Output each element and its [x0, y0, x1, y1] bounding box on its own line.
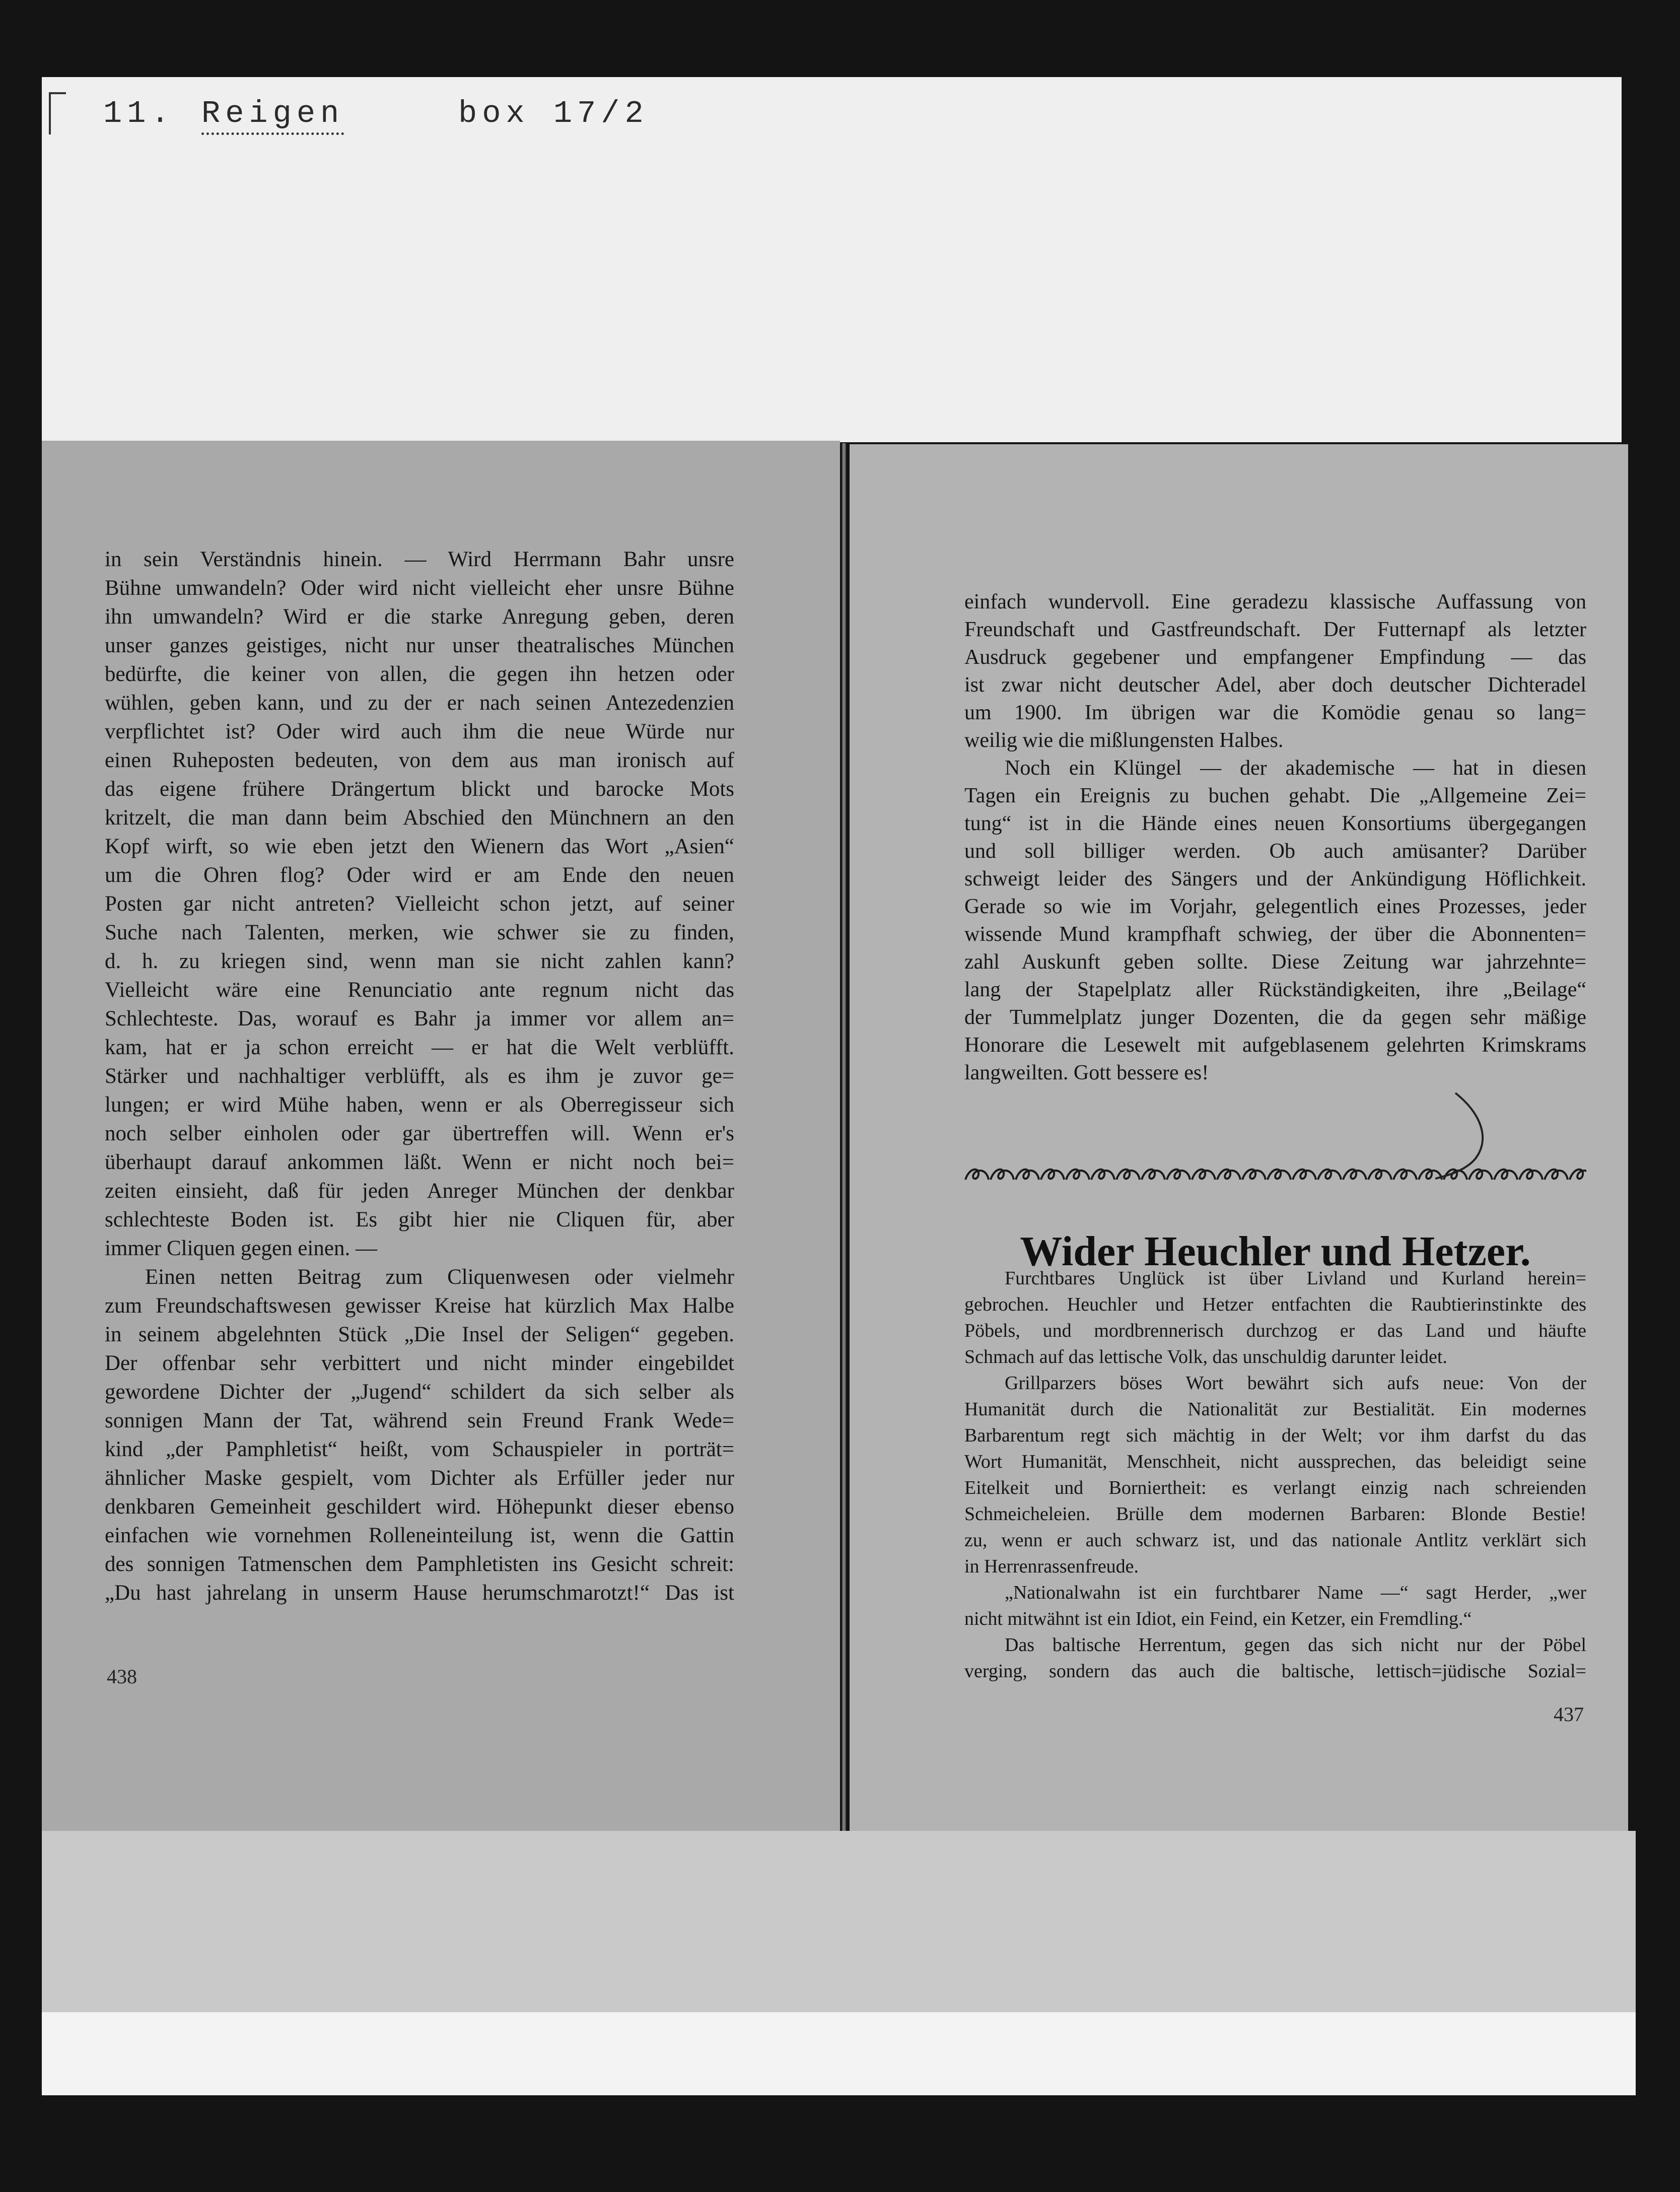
- text-line: denkbaren Gemeinheit geschildert wird. Höhepunkt dieser ebenso: [105, 1495, 734, 1519]
- text-line: Posten gar nicht antreten? Vielleicht schon jetzt, auf seiner: [105, 892, 734, 916]
- text-line: Das baltische Herrentum, gegen das sich nicht nur der Pöbel: [1005, 1634, 1586, 1656]
- text-line: zu, wenn er auch schwarz ist, und das nationale Antlitz verklärt sich: [964, 1530, 1586, 1551]
- text-line: ähnlicher Maske gespielt, vom Dichter als Erfüller jeder nur: [105, 1466, 734, 1490]
- text-line: schlechteste Boden ist. Es gibt hier nie Cliquen für, aber: [105, 1208, 734, 1231]
- text-line: einfach wundervoll. Eine geradezu klassische Auffassung von: [964, 590, 1586, 613]
- text-line: ist zwar nicht deutscher Adel, aber doch deutscher Dichteradel: [964, 673, 1586, 697]
- text-line: Honorare die Lesewelt mit aufgeblasenem gelehrten Krimskrams: [964, 1034, 1586, 1057]
- text-line: gewordene Dichter der „Jugend“ schildert da sich selber als: [105, 1380, 734, 1404]
- text-line: kind „der Pamphletist“ heißt, vom Schauspieler in porträt=: [105, 1437, 734, 1461]
- text-line: Stärker und nachhaltiger verblüfft, als es ihm je zuvor ge=: [105, 1064, 734, 1088]
- text-line: verpflichtet ist? Oder wird auch ihm die neue Würde nur: [105, 720, 734, 743]
- text-line: schweigt leider des Sängers und der Ankündigung Höflichkeit.: [964, 867, 1586, 890]
- text-line: und soll billiger werden. Ob auch amüsanter? Darüber: [964, 840, 1586, 863]
- text-line: Ausdruck gegebener und empfangener Empfindung — das: [964, 646, 1586, 669]
- text-line: überhaupt darauf ankommen läßt. Wenn er nicht noch bei=: [105, 1150, 734, 1174]
- article-title: Wider Heuchler und Hetzer.: [1020, 1228, 1531, 1275]
- text-line: bedürfte, die keiner von allen, die gegen ihn hetzen oder: [105, 662, 734, 686]
- text-line: um die Ohren flog? Oder wird er am Ende den neuen: [105, 863, 734, 887]
- text-line: Einen netten Beitrag zum Cliquenwesen oder vielmehr: [145, 1265, 734, 1289]
- text-line: weilig wie die mißlungensten Halbes.: [964, 729, 1284, 752]
- text-line: Freundschaft und Gastfreundschaft. Der Futternapf als letzter: [964, 618, 1586, 641]
- page-number-left: 438: [107, 1665, 137, 1688]
- text-line: Schmeicheleien. Brülle dem modernen Barbaren: Blonde Bestie!: [964, 1503, 1586, 1525]
- handwritten-pencil-mark: [1435, 1083, 1536, 1184]
- text-line: langweilten. Gott bessere es!: [964, 1061, 1209, 1084]
- text-line: wühlen, geben kann, und zu der er nach seinen Antezedenzien: [105, 691, 734, 715]
- text-line: einen Ruheposten bedeuten, von dem aus man ironisch auf: [105, 748, 734, 772]
- text-line: Wort Humanität, Menschheit, nicht aussprechen, das beleidigt seine: [964, 1451, 1586, 1472]
- archive-box-label: box 17/2: [458, 96, 649, 131]
- text-line: zahl Auskunft geben sollte. Diese Zeitung war jahrzehnte=: [964, 950, 1586, 974]
- text-line: nicht mitwähnt ist ein Idiot, ein Feind, ein Ketzer, ein Fremdling.“: [964, 1608, 1472, 1629]
- page-fold: [842, 443, 846, 1854]
- text-line: Gerade so wie im Vorjahr, gelegentlich eines Prozesses, jeder: [964, 895, 1586, 918]
- text-line: wissende Mund krampfhaft schwieg, der über die Abonnenten=: [964, 923, 1586, 946]
- text-line: „Du hast jahrelang in unserm Hause herumschmarotzt!“ Das ist: [105, 1581, 734, 1605]
- text-line: des sonnigen Tatmenschen dem Pamphletisten ins Gesicht schreit:: [105, 1552, 734, 1576]
- text-line: Bühne umwandeln? Oder wird nicht vielleicht eher unsre Bühne: [105, 576, 734, 600]
- text-line: lang der Stapelplatz aller Rückständigkeiten, ihre „Beilage“: [964, 978, 1586, 1001]
- right-page-text-top: [964, 588, 1586, 1087]
- right-page-text-bottom: [964, 1265, 1586, 1684]
- text-line: verging, sondern das auch die baltische, lettisch=jüdische Sozial=: [964, 1661, 1586, 1682]
- lower-margin-band: [42, 1831, 1636, 2012]
- text-line: Furchtbares Unglück ist über Livland und Kurland herein=: [1005, 1268, 1586, 1289]
- text-line: Tagen ein Ereignis zu buchen gehabt. Die „Allgemeine Zei=: [964, 784, 1586, 807]
- text-line: sonnigen Mann der Tat, während sein Freund Frank Wede=: [105, 1409, 734, 1432]
- text-line: Suche nach Talenten, merken, wie schwer sie zu finden,: [105, 921, 734, 944]
- text-line: in seinem abgelehnten Stück „Die Insel der Seligen“ gegeben.: [105, 1323, 734, 1346]
- text-line: Vielleicht wäre eine Renunciatio ante regnum nicht das: [105, 978, 734, 1002]
- page-number-right: 437: [1554, 1703, 1584, 1726]
- text-line: lungen; er wird Mühe haben, wenn er als Oberregisseur sich: [105, 1093, 734, 1117]
- text-line: d. h. zu kriegen sind, wenn man sie nicht zahlen kann?: [105, 949, 734, 973]
- left-page-text: [105, 545, 734, 1607]
- text-line: Schmach auf das lettische Volk, das unschuldig darunter leidet.: [964, 1346, 1447, 1367]
- text-line: Pöbels, und mordbrennerisch durchzog er das Land und häufte: [964, 1320, 1586, 1341]
- text-line: um 1900. Im übrigen war die Komödie genau so lang=: [964, 701, 1586, 724]
- text-line: Grillparzers böses Wort bewährt sich aufs neue: Von der: [1005, 1373, 1586, 1394]
- text-line: Schlechteste. Das, worauf es Bahr ja immer vor allem an=: [105, 1007, 734, 1031]
- lower-white-strip: [42, 2012, 1636, 2095]
- text-line: gebrochen. Heuchler und Hetzer entfachten die Raubtierinstinkte des: [964, 1294, 1586, 1315]
- text-line: in Herrenrassenfreude.: [964, 1556, 1139, 1577]
- text-line: Barbarentum regt sich mächtig in der Welt; vor ihm darfst du das: [964, 1425, 1586, 1446]
- text-line: zeiten einsieht, daß für jeden Anreger München der denkbar: [105, 1179, 734, 1203]
- corner-bracket-mark: [49, 92, 66, 134]
- text-line: immer Cliquen gegen einen. —: [105, 1237, 377, 1260]
- text-line: unser ganzes geistiges, nicht nur unser theatralisches München: [105, 634, 734, 657]
- text-line: kam, hat er ja schon erreicht — er hat die Welt verblüfft.: [105, 1036, 734, 1059]
- archive-item-number: 11.: [103, 96, 175, 131]
- text-line: der Tummelplatz junger Dozenten, die da gegen sehr mäßige: [964, 1006, 1586, 1029]
- archive-item-title: Reigen: [201, 96, 344, 135]
- text-line: Humanität durch die Nationalität zur Bestialität. Ein modernes: [964, 1399, 1586, 1420]
- text-line: das eigene frühere Drängertum blickt und barocke Mots: [105, 777, 734, 801]
- text-line: ihn umwandeln? Wird er die starke Anregung geben, deren: [105, 605, 734, 629]
- text-line: kritzelt, die man dann beim Abschied den Münchnern an den: [105, 806, 734, 830]
- text-line: einfachen wie vornehmen Rolleneinteilung ist, wenn die Gattin: [105, 1524, 734, 1547]
- text-line: noch selber einholen oder gar übertreffen will. Wenn er's: [105, 1122, 734, 1145]
- text-line: in sein Verständnis hinein. — Wird Herrmann Bahr unsre: [105, 547, 734, 571]
- text-line: Der offenbar sehr verbittert und nicht minder eingebildet: [105, 1351, 734, 1375]
- text-line: Eitelkeit und Borniertheit: es verlangt einzig nach schreienden: [964, 1477, 1586, 1498]
- text-line: Noch ein Klüngel — der akademische — hat in diesen: [1005, 757, 1586, 780]
- text-line: „Nationalwahn ist ein furchtbarer Name —“ sagt Herder, „wer: [1005, 1582, 1586, 1603]
- text-line: tung“ ist in die Hände eines neuen Konsortiums übergegangen: [964, 812, 1586, 835]
- text-line: Kopf wirft, so wie eben jetzt den Wienern das Wort „Asien“: [105, 835, 734, 858]
- text-line: zum Freundschaftswesen gewisser Kreise hat kürzlich Max Halbe: [105, 1294, 734, 1318]
